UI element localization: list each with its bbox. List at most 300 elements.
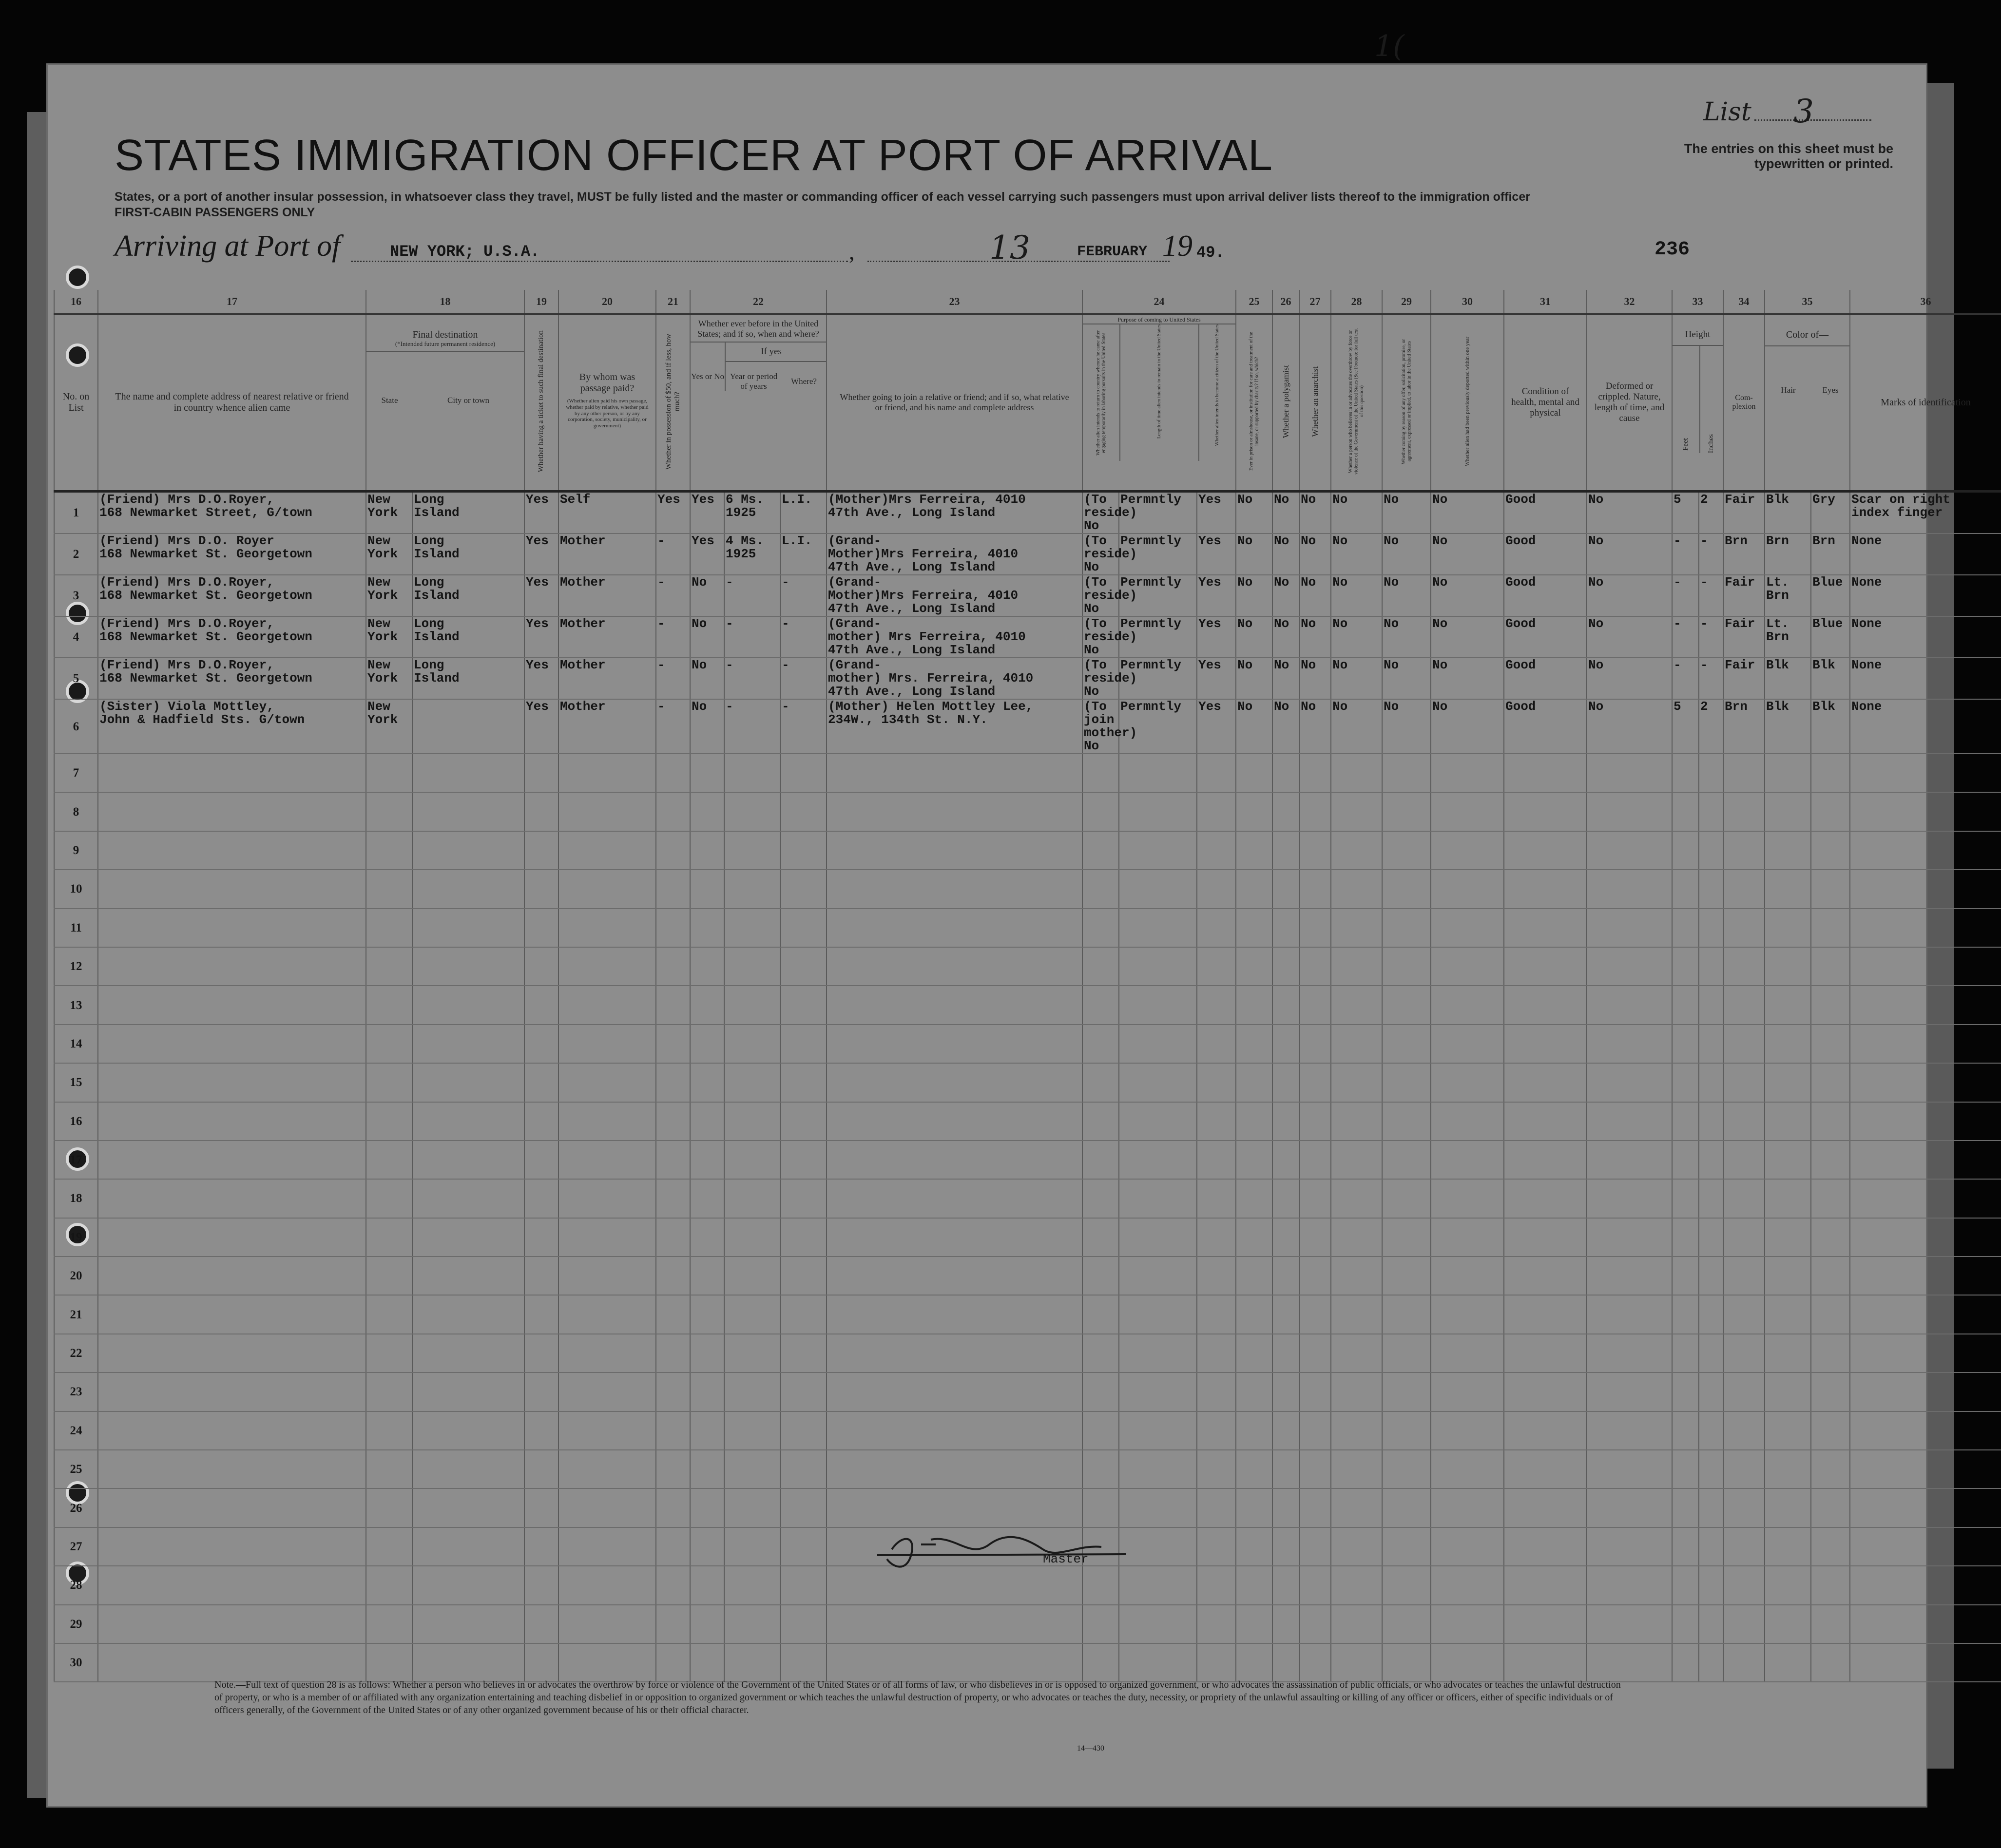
passage-paid-cell: Mother [558, 575, 656, 616]
joining-relative-cell: (Grand- Mother)Mrs Ferreira, 4010 47th Ave., Long Island [827, 533, 1082, 575]
empty-cell [98, 986, 366, 1024]
deformed-cell: No [1587, 658, 1672, 699]
empty-cell [1236, 1488, 1272, 1527]
row-number: 24 [54, 1411, 98, 1450]
empty-cell [690, 1488, 724, 1527]
table-row [54, 1063, 2001, 1102]
empty-cell [1431, 1488, 1504, 1527]
ticket-cell: Yes [524, 533, 558, 575]
empty-cell [98, 1102, 366, 1141]
empty-cell [1587, 1450, 1672, 1488]
empty-cell [1587, 792, 1672, 831]
empty-cell [1272, 1025, 1299, 1063]
empty-cell [780, 947, 827, 986]
empty-cell [1431, 1025, 1504, 1063]
empty-cell [690, 1063, 724, 1102]
empty-cell [366, 1025, 412, 1063]
empty-cell [1504, 1372, 1587, 1411]
final-destination-note: (*Intended future permanent residence) [366, 341, 524, 352]
empty-cell [780, 1643, 827, 1682]
empty-cell [1811, 1372, 1850, 1411]
where-cell: L.I. [780, 533, 827, 575]
empty-cell [1765, 1063, 1811, 1102]
state-cell: New York [366, 575, 412, 616]
empty-cell [656, 1141, 690, 1179]
column-number: 18 [366, 290, 524, 314]
prison-cell: No [1236, 616, 1272, 658]
empty-cell [1699, 1295, 1723, 1334]
header-polygamist [1272, 314, 1299, 492]
empty-cell [780, 870, 827, 908]
intent-cell: (To reside) No [1082, 533, 1119, 575]
empty-cell [1504, 1527, 1587, 1566]
empty-cell [827, 1141, 1082, 1179]
possession-50-cell: - [656, 658, 690, 699]
row-number: 28 [54, 1566, 98, 1604]
empty-cell [1587, 1141, 1672, 1179]
empty-cell [1082, 1450, 1119, 1488]
empty-cell [1082, 1605, 1119, 1643]
empty-cell [1236, 1643, 1272, 1682]
eye-color-cell: Blk [1811, 699, 1850, 754]
empty-cell [1197, 870, 1236, 908]
empty-cell [1811, 909, 1850, 947]
anarchist-cell: No [1299, 575, 1331, 616]
empty-cell [1236, 1450, 1272, 1488]
empty-cell [1672, 1102, 1699, 1141]
intent-cell: (To reside) No [1082, 616, 1119, 658]
empty-cell [690, 909, 724, 947]
empty-cell [1119, 1450, 1197, 1488]
empty-cell [366, 1179, 412, 1218]
deformed-cell: No [1587, 699, 1672, 754]
empty-cell [1811, 1025, 1850, 1063]
empty-cell [1504, 947, 1587, 986]
table-row [54, 909, 2001, 947]
empty-cell [558, 870, 656, 908]
empty-cell [98, 909, 366, 947]
empty-cell [1587, 1566, 1672, 1604]
empty-cell [1299, 1450, 1331, 1488]
empty-cell [366, 1257, 412, 1295]
empty-cell [1587, 1334, 1672, 1372]
empty-cell [1431, 1605, 1504, 1643]
empty-cell [1723, 909, 1765, 947]
empty-cell [412, 947, 524, 986]
table-row [54, 616, 2001, 658]
empty-cell [1765, 1295, 1811, 1334]
health-cell: Good [1504, 658, 1587, 699]
empty-cell [1765, 1372, 1811, 1411]
empty-cell [1699, 1102, 1723, 1141]
empty-cell [412, 986, 524, 1024]
empty-cell [1236, 1218, 1272, 1257]
empty-cell [1272, 1295, 1299, 1334]
empty-cell [656, 870, 690, 908]
empty-cell [690, 1605, 724, 1643]
empty-cell [656, 1295, 690, 1334]
anarchist-cell: No [1299, 492, 1331, 534]
ticket-cell: Yes [524, 616, 558, 658]
empty-cell [558, 1643, 656, 1682]
contract-cell: No [1382, 616, 1431, 658]
deported-cell: No [1431, 492, 1504, 534]
anarchist-cell: No [1299, 658, 1331, 699]
column-number-row [54, 290, 2001, 314]
arrival-year: 19 [1162, 229, 1193, 263]
empty-cell [1197, 754, 1236, 792]
empty-cell [1272, 1102, 1299, 1141]
possession-50-cell: - [656, 533, 690, 575]
empty-cell [724, 1218, 780, 1257]
empty-cell [690, 831, 724, 870]
empty-cell [558, 1141, 656, 1179]
empty-cell [656, 1218, 690, 1257]
empty-cell [1765, 1141, 1811, 1179]
empty-cell [1504, 1643, 1587, 1682]
empty-cell [1331, 986, 1382, 1024]
empty-cell [1504, 1605, 1587, 1643]
height-feet-cell: - [1672, 533, 1699, 575]
table-row [54, 1334, 2001, 1372]
header-joining: Whether going to join a relative or friend; and if so, what relative or friend, and his name and complete address [827, 314, 1082, 492]
height-inches-cell: - [1699, 616, 1723, 658]
column-number: 27 [1299, 290, 1331, 314]
empty-cell [1431, 1257, 1504, 1295]
empty-cell [558, 1218, 656, 1257]
empty-cell [1299, 1488, 1331, 1527]
empty-cell [724, 1411, 780, 1450]
nearest-relative-cell: (Friend) Mrs D.O.Royer, 168 Newmarket Street, G/town [98, 492, 366, 534]
empty-cell [98, 1372, 366, 1411]
empty-cell [558, 792, 656, 831]
empty-cell [1272, 1605, 1299, 1643]
empty-cell [1850, 1334, 2001, 1372]
empty-cell [1272, 986, 1299, 1024]
hair-color-cell: Blk [1765, 658, 1811, 699]
empty-cell [656, 831, 690, 870]
header-complexion: Com- plexion [1723, 314, 1765, 492]
empty-cell [366, 1411, 412, 1450]
column-number: 29 [1382, 290, 1431, 314]
empty-cell [1811, 1411, 1850, 1450]
empty-cell [1119, 1063, 1197, 1102]
empty-cell [690, 1295, 724, 1334]
empty-cell [827, 1025, 1082, 1063]
empty-cell [1197, 1450, 1236, 1488]
column-number: 22 [690, 290, 827, 314]
empty-cell [1299, 1605, 1331, 1643]
empty-cell [1431, 909, 1504, 947]
empty-cell [827, 1566, 1082, 1604]
empty-cell [1119, 1411, 1197, 1450]
empty-cell [366, 1063, 412, 1102]
empty-cell [1699, 792, 1723, 831]
empty-cell [1811, 754, 1850, 792]
empty-cell [656, 1488, 690, 1527]
empty-cell [366, 1218, 412, 1257]
empty-cell [1765, 792, 1811, 831]
empty-cell [1082, 831, 1119, 870]
empty-cell [1272, 1411, 1299, 1450]
empty-cell [1272, 1218, 1299, 1257]
empty-cell [656, 1411, 690, 1450]
empty-cell [827, 1372, 1082, 1411]
empty-cell [1331, 1411, 1382, 1450]
height-feet-cell: - [1672, 658, 1699, 699]
where-cell: - [780, 658, 827, 699]
empty-cell [412, 1141, 524, 1179]
intent-cell: (To reside) No [1082, 492, 1119, 534]
empty-cell [412, 831, 524, 870]
empty-cell [1699, 986, 1723, 1024]
header-color-of [1765, 314, 1850, 492]
passage-paid-cell: Self [558, 492, 656, 534]
row-number: 4 [54, 616, 98, 658]
empty-cell [656, 1334, 690, 1372]
empty-cell [1504, 1102, 1587, 1141]
empty-cell [1299, 1179, 1331, 1218]
table-row [54, 492, 2001, 534]
empty-cell [1299, 1295, 1331, 1334]
q28-cell: No [1331, 533, 1382, 575]
row-number: 9 [54, 831, 98, 870]
empty-cell [412, 1063, 524, 1102]
nearest-relative-cell: (Friend) Mrs D.O.Royer, 168 Newmarket St. Georgetown [98, 658, 366, 699]
empty-cell [724, 1527, 780, 1566]
contract-cell: No [1382, 492, 1431, 534]
empty-cell [1197, 909, 1236, 947]
empty-cell [1197, 1141, 1236, 1179]
complexion-cell: Brn [1723, 533, 1765, 575]
empty-cell [98, 1450, 366, 1488]
empty-cell [1272, 1179, 1299, 1218]
row-number: 5 [54, 658, 98, 699]
empty-cell [1811, 1605, 1850, 1643]
possession-50-cell: - [656, 575, 690, 616]
empty-cell [1431, 986, 1504, 1024]
empty-cell [1272, 1063, 1299, 1102]
empty-cell [1382, 1527, 1431, 1566]
row-number: 22 [54, 1334, 98, 1372]
empty-cell [1236, 1102, 1272, 1141]
empty-cell [1119, 1102, 1197, 1141]
empty-cell [1382, 1488, 1431, 1527]
table-row [54, 947, 2001, 986]
empty-cell [1431, 1334, 1504, 1372]
empty-cell [1236, 1372, 1272, 1411]
empty-cell [1272, 792, 1299, 831]
header-purpose-a: Whether alien intends to return to country whence he came after engaging temporarily in laboring pursuits in the United States [1096, 330, 1107, 456]
empty-cell [524, 1218, 558, 1257]
empty-cell [724, 1488, 780, 1527]
empty-cell [1850, 792, 2001, 831]
empty-cell [1197, 986, 1236, 1024]
q28-cell: No [1331, 616, 1382, 658]
citizen-intent-cell: Yes [1197, 699, 1236, 754]
empty-cell [1723, 1605, 1765, 1643]
empty-cell [1672, 1334, 1699, 1372]
empty-cell [1811, 1295, 1850, 1334]
empty-cell [1672, 986, 1699, 1024]
purpose-c-cell [1198, 324, 1235, 461]
empty-cell [780, 1179, 827, 1218]
empty-cell [1723, 1450, 1765, 1488]
empty-cell [1431, 1141, 1504, 1179]
empty-cell [656, 1643, 690, 1682]
table-row [54, 870, 2001, 908]
empty-cell [1236, 1295, 1272, 1334]
empty-cell [1431, 1102, 1504, 1141]
empty-cell [827, 1488, 1082, 1527]
header-eyes: Eyes [1822, 385, 1839, 395]
row-number: 10 [54, 870, 98, 908]
empty-cell [1765, 1025, 1811, 1063]
empty-cell [656, 1527, 690, 1566]
empty-cell [656, 1450, 690, 1488]
empty-cell [724, 986, 780, 1024]
empty-cell [690, 1372, 724, 1411]
empty-cell [827, 1295, 1082, 1334]
column-number: 24 [1082, 290, 1236, 314]
empty-cell [1431, 1566, 1504, 1604]
empty-cell [780, 1450, 827, 1488]
empty-cell [524, 1643, 558, 1682]
empty-cell [1672, 1566, 1699, 1604]
polygamist-cell: No [1272, 533, 1299, 575]
empty-cell [1331, 1488, 1382, 1527]
empty-cell [656, 1025, 690, 1063]
empty-cell [524, 909, 558, 947]
empty-cell [1504, 831, 1587, 870]
anarchist-cell: No [1299, 533, 1331, 575]
column-number: 35 [1765, 290, 1850, 314]
row-number: 27 [54, 1527, 98, 1566]
contract-cell: No [1382, 533, 1431, 575]
joining-relative-cell: (Mother)Mrs Ferreira, 4010 47th Ave., Long Island [827, 492, 1082, 534]
empty-cell [656, 1605, 690, 1643]
empty-cell [1119, 1643, 1197, 1682]
empty-cell [724, 1605, 780, 1643]
empty-cell [524, 792, 558, 831]
empty-cell [1082, 870, 1119, 908]
empty-cell [1723, 1488, 1765, 1527]
polygamist-cell: No [1272, 658, 1299, 699]
empty-cell [1765, 1102, 1811, 1141]
q28-cell: No [1331, 575, 1382, 616]
period-cell: - [724, 575, 780, 616]
empty-cell [1672, 909, 1699, 947]
empty-cell [1431, 1411, 1504, 1450]
table-row [54, 1179, 2001, 1218]
empty-cell [1850, 986, 2001, 1024]
empty-cell [1504, 1411, 1587, 1450]
empty-cell [1504, 1295, 1587, 1334]
empty-cell [1299, 792, 1331, 831]
empty-cell [1236, 1411, 1272, 1450]
empty-cell [366, 1605, 412, 1643]
header-passage-paid [558, 314, 656, 492]
empty-cell [1299, 1643, 1331, 1682]
empty-cell [690, 1334, 724, 1372]
empty-cell [1765, 1334, 1811, 1372]
empty-cell [1850, 1257, 2001, 1295]
column-number: 16 [54, 290, 98, 314]
empty-cell [1765, 831, 1811, 870]
empty-cell [690, 1218, 724, 1257]
complexion-cell: Fair [1723, 616, 1765, 658]
empty-cell [1504, 754, 1587, 792]
empty-cell [780, 754, 827, 792]
empty-cell [558, 909, 656, 947]
typewritten-instructions: The entries on this sheet must be typewritten or printed. [1684, 141, 1893, 171]
empty-cell [827, 1102, 1082, 1141]
empty-cell [1272, 870, 1299, 908]
empty-cell [366, 1141, 412, 1179]
empty-cell [1197, 1334, 1236, 1372]
table-row [54, 754, 2001, 792]
empty-cell [724, 947, 780, 986]
empty-cell [366, 1643, 412, 1682]
deported-cell: No [1431, 575, 1504, 616]
empty-cell [1699, 870, 1723, 908]
empty-cell [1699, 909, 1723, 947]
empty-cell [827, 831, 1082, 870]
empty-cell [524, 1372, 558, 1411]
empty-cell [412, 1643, 524, 1682]
empty-cell [1382, 1411, 1431, 1450]
empty-cell [1299, 1566, 1331, 1604]
list-label: List [1703, 97, 1751, 127]
empty-cell [1236, 1063, 1272, 1102]
empty-cell [1765, 1643, 1811, 1682]
nearest-relative-cell: (Friend) Mrs D.O.Royer, 168 Newmarket St. Georgetown [98, 575, 366, 616]
empty-cell [690, 1450, 724, 1488]
empty-cell [1431, 1372, 1504, 1411]
row-number: 13 [54, 986, 98, 1024]
empty-cell [656, 754, 690, 792]
empty-cell [524, 754, 558, 792]
header-year-period: Year or period of years [730, 372, 778, 391]
empty-cell [780, 1141, 827, 1179]
table-row [54, 792, 2001, 831]
empty-cell [1699, 1141, 1723, 1179]
empty-cell [1236, 870, 1272, 908]
empty-cell [1082, 986, 1119, 1024]
empty-cell [1299, 909, 1331, 947]
empty-cell [524, 1141, 558, 1179]
empty-cell [1587, 909, 1672, 947]
form-number: 14—430 [1077, 1744, 1104, 1753]
passenger-manifest-table [54, 290, 2001, 1682]
empty-cell [1331, 1527, 1382, 1566]
empty-cell [780, 1295, 827, 1334]
empty-cell [1331, 870, 1382, 908]
master-label: Master [1043, 1552, 1089, 1566]
header-deformed: Deformed or crippled. Nature, length of time, and cause [1587, 314, 1672, 492]
state-cell: New York [366, 492, 412, 534]
empty-cell [366, 754, 412, 792]
deformed-cell: No [1587, 533, 1672, 575]
header-final-destination [366, 314, 524, 492]
deported-cell: No [1431, 533, 1504, 575]
empty-cell [1850, 1063, 2001, 1102]
empty-cell [1699, 1025, 1723, 1063]
height-inches-cell: 2 [1699, 699, 1723, 754]
header-anarchist [1299, 314, 1331, 492]
empty-cell [1119, 1334, 1197, 1372]
empty-cell [1299, 986, 1331, 1024]
